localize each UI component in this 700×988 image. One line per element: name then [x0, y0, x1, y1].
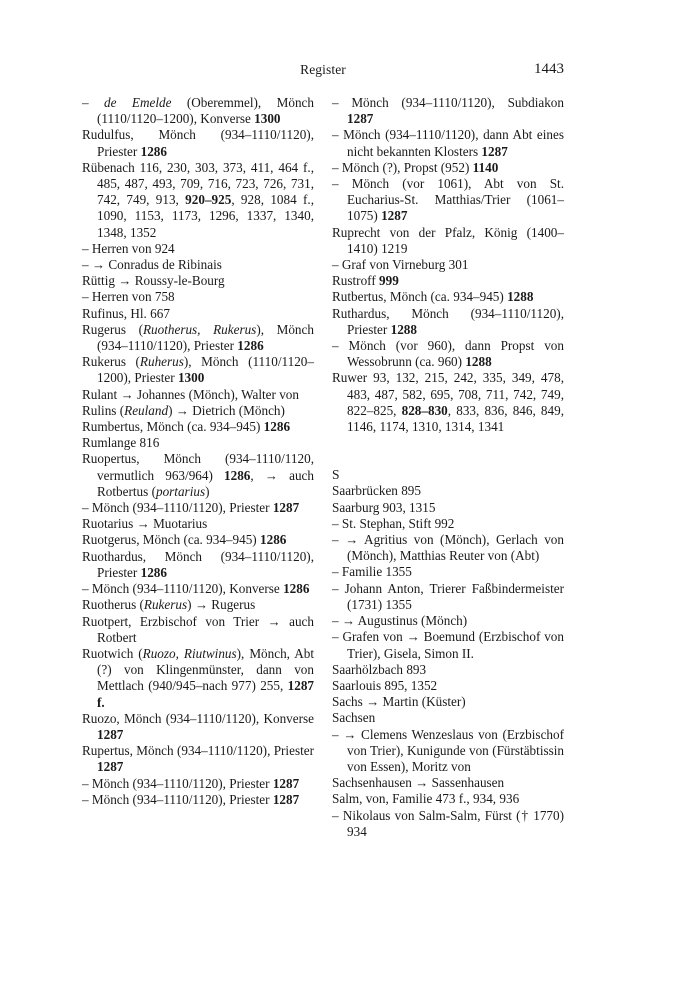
- index-entry: [332, 370, 564, 435]
- index-entry: [82, 354, 314, 386]
- entry-text: Ruotwich (: [82, 645, 143, 661]
- index-entry: [332, 629, 564, 661]
- italic-text: de Emelde: [104, 95, 172, 110]
- page-number: 1443: [534, 61, 564, 77]
- index-entry: [332, 678, 564, 694]
- index-entry: [82, 581, 314, 597]
- index-entry: [82, 516, 314, 532]
- entry-text: Ruprecht von der Pfalz, König (1400–1410) 1219: [332, 224, 564, 256]
- page-ref-bold: 1287: [347, 111, 374, 127]
- page-ref-bold: 1287: [97, 759, 124, 775]
- entry-text: ): [205, 483, 210, 499]
- index-entry: [332, 225, 564, 257]
- entry-text: Ruothardus, Mönch (934–1110/1120), Priester: [82, 548, 314, 580]
- page-ref-bold: 1287: [272, 500, 300, 516]
- entry-text: ), Mönch (1110/1120–1200), Priester: [97, 354, 314, 386]
- entry-text: – Graf von Virneburg 301: [332, 257, 469, 273]
- index-entry: [332, 306, 564, 338]
- index-entry: [82, 403, 314, 419]
- section-r-continued: [332, 95, 564, 435]
- entry-text: – → Augustinus (Mönch): [332, 613, 468, 629]
- entry-text: , 928, 1084 f., 1090, 1153, 1173, 1296, 1337, 1340, 1348, 1352: [97, 192, 314, 240]
- entry-text: Rulins (: [82, 402, 125, 418]
- section-s-entries: [332, 483, 564, 839]
- index-entry: [82, 160, 314, 241]
- page-ref-bold: 1286: [224, 467, 251, 483]
- italic-text: Ruozo, Riutwinus: [142, 645, 237, 661]
- entry-text: – St. Stephan, Stift 992: [332, 515, 455, 531]
- index-entry: [332, 581, 564, 613]
- entry-text: Rumlange 816: [82, 435, 160, 451]
- index-entry: [82, 743, 314, 775]
- entry-text: – Herren von 758: [82, 289, 175, 305]
- index-entry: [332, 808, 564, 840]
- entry-text: – Mönch (934–1110/1120), Priester: [82, 500, 273, 516]
- index-entry: [332, 127, 564, 159]
- index-entry: [82, 387, 314, 403]
- page-ref-bold: 1287: [481, 143, 508, 159]
- index-entry: [332, 289, 564, 305]
- index-entry: [82, 241, 314, 257]
- index-entry: [82, 451, 314, 500]
- entry-text: Ruwer 93, 132, 215, 242, 335, 349, 478, 483, 487, 582, 695, 708, 711, 742, 749, 822–825,: [332, 370, 564, 418]
- index-entry: [82, 549, 314, 581]
- index-entry: [82, 306, 314, 322]
- index-entry: [82, 95, 314, 127]
- entry-text: – → Agritius von (Mönch), Gerlach von (Mönch), Matthias Reuter von (Abt): [332, 532, 564, 564]
- italic-text: portarius: [155, 483, 206, 499]
- index-entry: [82, 532, 314, 548]
- entry-text: (Oberemmel), Mönch (1110/1120–1200), Konverse: [97, 95, 314, 127]
- index-entry: [332, 257, 564, 273]
- page-ref-bold: 1286: [283, 581, 310, 597]
- page-ref-bold: 1300: [177, 370, 205, 386]
- entry-text: Rutbertus, Mönch (ca. 934–945): [332, 289, 508, 305]
- entry-text: – Mönch (vor 1061), Abt von St. Eucharius-St. Matthias/Trier (1061–1075): [332, 176, 564, 224]
- entry-text: – Mönch (934–1110/1120), dann Abt eines nicht bekannten Klosters: [332, 127, 564, 159]
- entry-text: Sachs → Martin (Küster): [332, 694, 466, 710]
- entry-text: Rulant → Johannes (Mönch), Walter von: [82, 386, 299, 402]
- italic-text: Rukerus: [143, 597, 188, 613]
- index-entry: [332, 727, 564, 776]
- entry-text: – Mönch (934–1110/1120), Konverse: [82, 581, 284, 597]
- entry-text: Rukerus (: [82, 354, 140, 370]
- entry-text: , → auch Rotbertus (: [97, 467, 314, 499]
- running-head: Register: [300, 62, 346, 77]
- page-ref-bold: 1287: [272, 791, 300, 807]
- italic-text: Ruherus: [139, 354, 184, 370]
- index-entry: [82, 257, 314, 273]
- index-entry: [332, 483, 564, 499]
- index-entry: [332, 160, 564, 176]
- index-entry: [332, 694, 564, 710]
- entry-text: – Johann Anton, Trierer Faßbindermeister (1731) 1355: [332, 580, 564, 612]
- entry-text: Salm, von, Familie 473 f., 934, 936: [332, 791, 520, 807]
- entry-text: Rustroff: [332, 273, 380, 289]
- index-entry: [332, 532, 564, 564]
- entry-text: Ruotarius → Muotarius: [82, 516, 208, 532]
- entry-text: Ruopertus, Mönch (934–1110/1120, vermutlich 963/964): [82, 451, 314, 483]
- entry-text: Rufinus, Hl. 667: [82, 305, 170, 321]
- index-entry: [332, 95, 564, 127]
- page-ref-bold: 1286: [140, 564, 167, 580]
- entry-text: Sachsen: [332, 710, 376, 726]
- entry-text: Rüttig → Roussy-le-Bourg: [82, 273, 225, 289]
- entry-text: –: [82, 95, 105, 110]
- page-ref-bold: 1288: [507, 289, 534, 305]
- entry-text: – Mönch (934–1110/1120), Priester: [82, 775, 273, 791]
- page-ref-bold: 1287 f.: [97, 678, 314, 710]
- index-entry: [332, 338, 564, 370]
- page-ref-bold: 1287: [381, 208, 408, 224]
- page-ref-bold: 1288: [390, 321, 417, 337]
- page-ref-bold: 1287: [97, 726, 124, 742]
- entry-text: ), Mönch, Abt (?) von Klingenmünster, dann von Mettlach (940/945–nach 977) 255,: [97, 645, 314, 694]
- index-entry: [332, 662, 564, 678]
- page-ref-bold: 1300: [254, 111, 281, 127]
- italic-text: Ruotherus, Rukerus: [142, 321, 257, 337]
- index-entry: [82, 711, 314, 743]
- entry-text: Saarburg 903, 1315: [332, 499, 436, 515]
- entry-text: Ruozo, Mönch (934–1110/1120), Konverse: [82, 710, 314, 726]
- page-ref-bold: 1286: [263, 419, 291, 435]
- index-entry: [332, 613, 564, 629]
- entry-text: Ruotherus (: [82, 597, 144, 613]
- entry-text: – Familie 1355: [332, 564, 412, 580]
- index-entry: [82, 500, 314, 516]
- index-entry: [82, 646, 314, 711]
- index-entry: [82, 289, 314, 305]
- index-entry: [82, 597, 314, 613]
- index-entry: [332, 273, 564, 289]
- page-ref-bold: 1140: [472, 159, 499, 175]
- index-column-right: [332, 95, 564, 840]
- entry-text: Rumbertus, Mönch (ca. 934–945): [82, 419, 264, 435]
- entry-text: ), Mönch (934–1110/1120), Priester: [97, 321, 314, 354]
- entry-text: Sachsenhausen → Sassenhausen: [332, 775, 505, 791]
- entry-text: – Mönch (vor 960), dann Propst von Wessobrunn (ca. 960): [332, 338, 564, 370]
- index-entry: [82, 614, 314, 646]
- index-entry: [332, 516, 564, 532]
- page-ref-bold: 1287: [272, 775, 300, 791]
- section-letter: S: [332, 467, 340, 483]
- entry-text: – Mönch (?), Propst (952): [332, 159, 473, 175]
- page-ref-bold: 1288: [465, 354, 492, 370]
- index-entry: [332, 176, 564, 225]
- page-ref-bold: 1286: [237, 338, 264, 354]
- entry-text: Rübenach 116, 230, 303, 373, 411, 464 f., 485, 487, 493, 709, 716, 723, 726, 731, 742, 749, 913,: [82, 159, 314, 208]
- page-ref-bold: 1286: [140, 143, 167, 159]
- index-entry: [82, 776, 314, 792]
- index-entry: [332, 775, 564, 791]
- entry-text: Saarhölzbach 893: [332, 661, 427, 677]
- index-entry: [82, 322, 314, 354]
- index-entry: [82, 435, 314, 451]
- entry-text: Rudulfus, Mönch (934–1110/1120), Priester: [82, 127, 314, 159]
- entry-text: Rupertus, Mönch (934–1110/1120), Priester: [82, 743, 314, 759]
- index-column-left: [82, 95, 314, 808]
- entry-text: Saarlouis 895, 1352: [332, 677, 438, 693]
- entry-text: – Mönch (934–1110/1120), Subdiakon: [332, 95, 564, 110]
- index-entry: [82, 273, 314, 289]
- entry-text: Ruotpert, Erzbischof von Trier → auch Rotbert: [82, 613, 314, 645]
- entry-text: – Herren von 924: [82, 240, 175, 256]
- entry-text: – Mönch (934–1110/1120), Priester: [82, 791, 273, 807]
- index-entry: [82, 419, 314, 435]
- entry-text: Ruotgerus, Mönch (ca. 934–945): [82, 532, 260, 548]
- entry-text: ) → Rugerus: [187, 597, 256, 613]
- page-ref-bold: 920–925: [185, 192, 232, 208]
- entry-text: Rugerus (: [82, 321, 143, 337]
- index-entry: [82, 792, 314, 808]
- entry-text: – → Conradus de Ribinais: [82, 257, 222, 273]
- entry-text: – Grafen von → Boemund (Erzbischof von Trier), Gisela, Simon II.: [332, 629, 564, 661]
- page-ref-bold: 1286: [260, 532, 287, 548]
- entry-text: – Nikolaus von Salm-Salm, Fürst († 1770) 934: [332, 807, 564, 839]
- entry-text: ) → Dietrich (Mönch): [168, 402, 285, 418]
- index-entry: [332, 564, 564, 580]
- entry-text: , 833, 836, 846, 849, 1146, 1174, 1310, 1314, 1341: [347, 402, 564, 435]
- italic-text: Reuland: [124, 402, 169, 418]
- index-entry: [82, 127, 314, 159]
- page-ref-bold: 828–830: [401, 402, 448, 418]
- entry-text: Saarbrücken 895: [332, 483, 421, 499]
- entry-text: – → Clemens Wenzeslaus von (Erzbischof von Trier), Kunigunde von (Fürstäbtissin von Essen), Moritz von: [332, 726, 564, 774]
- index-entry: [332, 710, 564, 726]
- index-entry: [332, 791, 564, 807]
- page-ref-bold: 999: [379, 273, 399, 289]
- index-entry: [332, 500, 564, 516]
- entry-text: Ruthardus, Mönch (934–1110/1120), Priester: [332, 305, 564, 337]
